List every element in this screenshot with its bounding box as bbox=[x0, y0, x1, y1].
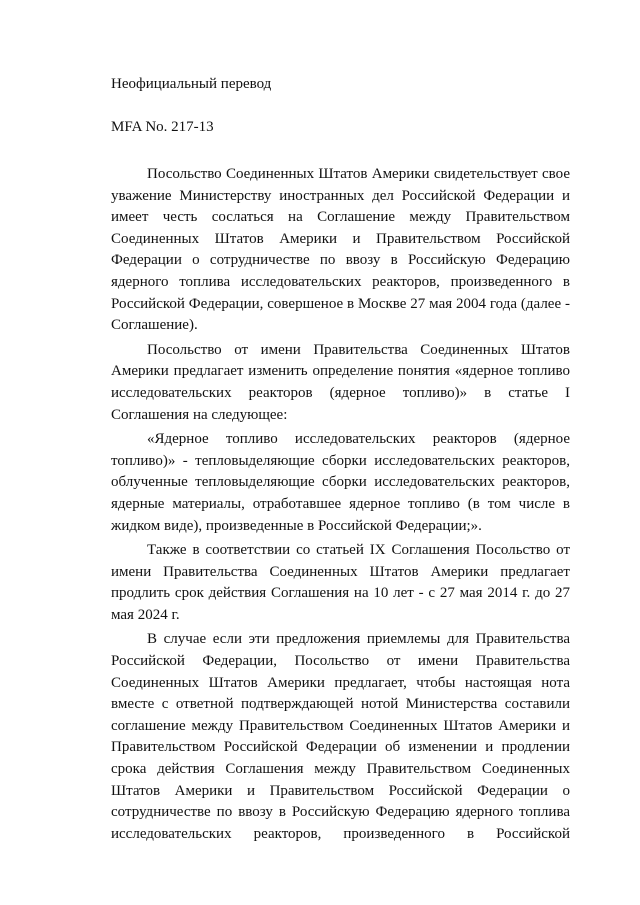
note-body bbox=[111, 164, 570, 848]
paragraph-extension: Также в соответствии со статьей IX Соглашения Посольство от имени Правительства Соединенных Штатов Америки предлагает продлить срок действия Соглашения на 10 лет - с 27 мая 2014 г. до 27 мая 2024 г. bbox=[111, 542, 570, 623]
paragraph-acceptance: В случае если эти предложения приемлемы для Правительства Российской Федерации, Посольство от имени Правительства Соединенных Штатов Америки предлагает, чтобы настоящая нота вместе с ответной подтверждающей нотой Министерства составили соглашение между Правительством Соединенных Штатов Америки и Правительством Российской Федерации об изменении и продлении срока действия Соглашения между Правительством Соединенных Штатов Америки и Правительством Российской Федерации о сотрудничестве по ввозу в Российскую Федерацию ядерного топлива исследовательских реакторов, произведенного в Российской bbox=[111, 631, 570, 842]
translation-notice: Неофициальный перевод bbox=[111, 76, 272, 92]
paragraph-definition-text: «Ядерное топливо исследовательских реакторов (ядерное топливо)» - тепловыделяющие сборки исследовательских реакторов, облученные тепловыделяющие сборки исследовательских реакторов, ядерные материалы, отработавшее ядерное топливо (в том числе в жидком виде), произведенные в Российской Федерации;». bbox=[111, 431, 570, 534]
note-reference-number: MFA No. 217-13 bbox=[111, 119, 214, 135]
paragraph-intro: Посольство Соединенных Штатов Америки свидетельствует свое уважение Министерству иностранных дел Российской Федерации и имеет честь сослаться на Соглашение между Правительством Соединенных Штатов Америки и Правительством Российской Федерации о сотрудничестве по ввозу в Российскую Федерацию ядерного топлива исследовательских реакторов, произведенного в Российской Федерации, совершеное в Москве 27 мая 2004 года (далее - Соглашение). bbox=[111, 166, 570, 334]
paragraph-definition-proposal: Посольство от имени Правительства Соединенных Штатов Америки предлагает изменить определение понятия «ядерное топливо исследовательских реакторов (ядерное топливо)» в статье I Соглашения на следующее: bbox=[111, 341, 570, 423]
